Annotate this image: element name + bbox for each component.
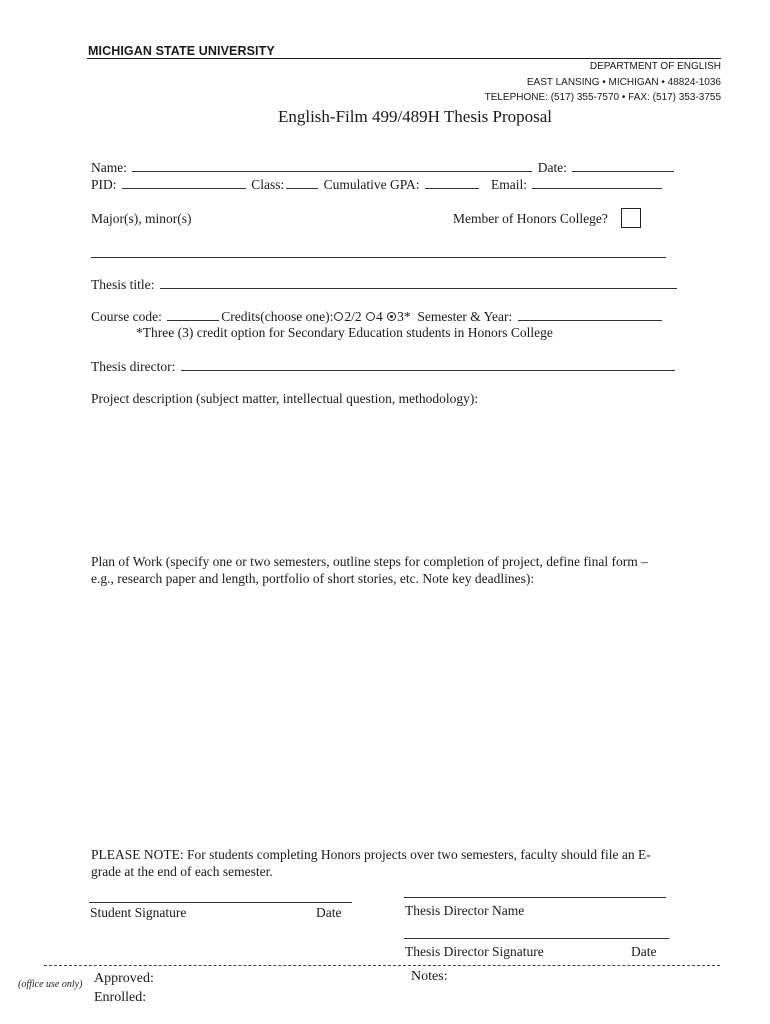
honors-label: Member of Honors College? (453, 211, 608, 226)
office-use-divider (44, 965, 720, 966)
email-field[interactable] (532, 176, 662, 189)
thesis-title-label: Thesis title: (91, 277, 155, 292)
header-rule (87, 58, 721, 59)
gpa-field[interactable] (425, 176, 479, 189)
director-label: Thesis director: (91, 359, 176, 374)
student-signature-label: Student Signature (90, 905, 187, 920)
credit-radio-4[interactable] (366, 312, 375, 321)
plan-label-line1: Plan of Work (specify one or two semesters, outline steps for completion of project, define final form – (91, 554, 648, 569)
name-field[interactable] (132, 159, 532, 172)
director-row (91, 358, 677, 375)
credit-note: *Three (3) credit option for Secondary Education students in Honors College (136, 325, 553, 340)
university-name: MICHIGAN STATE UNIVERSITY (88, 44, 275, 58)
thesis-title-row (91, 276, 679, 293)
office-use-label: (office use only) (18, 979, 83, 990)
date-label: Date: (537, 160, 567, 175)
project-description-label: Project description (subject matter, intellectual question, methodology): (91, 391, 479, 406)
course-code-field[interactable] (167, 308, 219, 321)
director-name-line[interactable] (404, 897, 666, 898)
director-signature-label: Thesis Director Signature (405, 944, 544, 959)
major-label: Major(s), minor(s) (91, 211, 192, 226)
date-field[interactable] (572, 159, 674, 172)
email-label: Email: (491, 177, 528, 192)
course-row (91, 308, 664, 325)
semester-year-field[interactable] (518, 308, 662, 321)
gpa-label: Cumulative GPA: (323, 177, 420, 192)
semester-year-label: Semester & Year: (417, 309, 513, 324)
department-address: EAST LANSING • MICHIGAN • 48824-1036 (526, 77, 721, 88)
major-field[interactable] (91, 257, 666, 258)
thesis-title-field[interactable] (160, 276, 677, 289)
note-line2: grade at the end of each semester. (91, 864, 273, 879)
notes-label: Notes: (411, 969, 448, 984)
form-title: English-Film 499/489H Thesis Proposal (277, 107, 553, 126)
credit-radio-2-2[interactable] (334, 312, 343, 321)
class-field[interactable] (286, 176, 318, 189)
project-description-area[interactable] (91, 410, 681, 540)
credit-option-3: 3* (397, 309, 411, 324)
student-date-label: Date (316, 905, 342, 920)
honors-checkbox[interactable] (621, 208, 641, 228)
department-name: DEPARTMENT OF ENGLISH (589, 61, 721, 72)
director-signature-line[interactable] (404, 938, 669, 939)
student-signature-line[interactable] (89, 902, 352, 903)
director-date-label: Date (631, 944, 657, 959)
note-line1: PLEASE NOTE: For students completing Honors projects over two semesters, faculty should file an E- (91, 847, 651, 862)
plan-of-work-area[interactable] (91, 592, 681, 832)
approved-label: Approved: (94, 971, 154, 986)
credit-option-4: 4 (375, 309, 383, 324)
pid-label: PID: (91, 177, 117, 192)
director-field[interactable] (181, 358, 675, 371)
name-row (91, 159, 676, 176)
class-label: Class: (251, 177, 285, 192)
course-code-label: Course code: (91, 309, 162, 324)
name-label: Name: (91, 160, 127, 175)
pid-field[interactable] (122, 176, 246, 189)
director-name-label: Thesis Director Name (405, 903, 525, 918)
credit-option-2-2: 2/2 (344, 309, 362, 324)
department-phone: TELEPHONE: (517) 355-7570 • FAX: (517) 353-3755 (484, 92, 721, 103)
pid-row (91, 176, 664, 193)
credits-label: Credits(choose one): (221, 309, 334, 324)
enrolled-label: Enrolled: (94, 990, 147, 1005)
credit-radio-3[interactable] (387, 312, 396, 321)
plan-label-line2: e.g., research paper and length, portfolio of short stories, etc. Note key deadlines): (91, 571, 535, 586)
